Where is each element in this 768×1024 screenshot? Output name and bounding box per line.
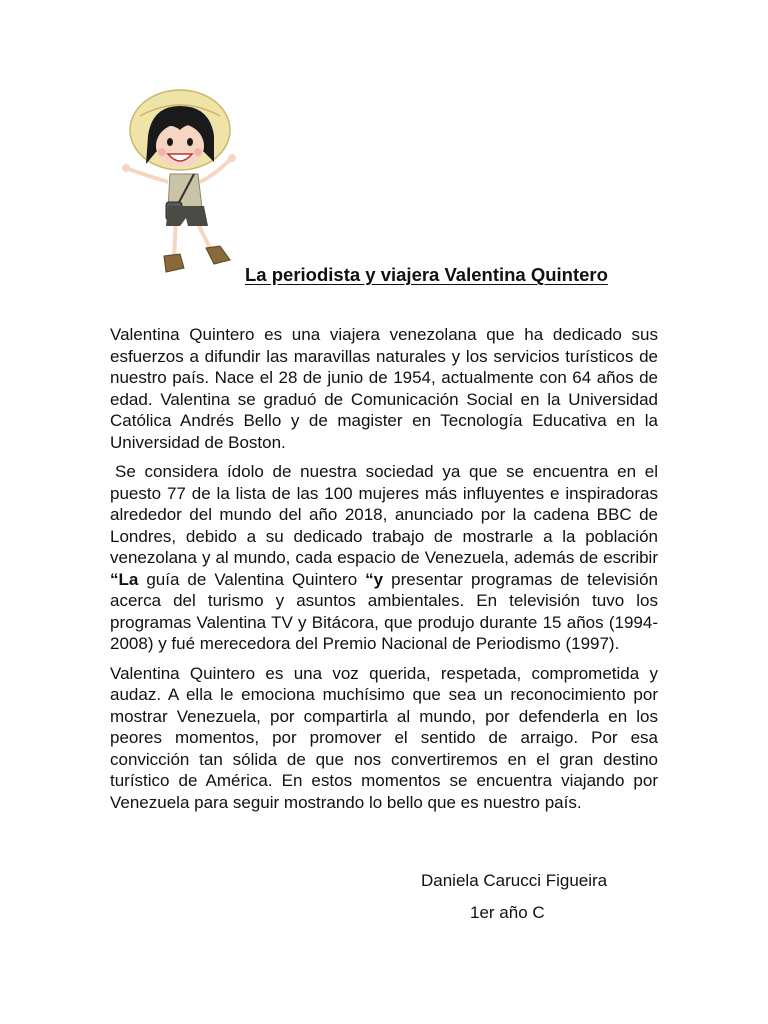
paragraph-2-quote-close: “y: [365, 569, 384, 589]
document-body: [110, 324, 658, 821]
paragraph-1: Valentina Quintero es una viajera venezolana que ha dedicado sus esfuerzos a difundir las maravillas naturales y los servicios turísticos de nuestro país. Nace el 28 de junio de 1954, actualmente con 64 años de edad. Valentina se graduó de Comunicación Social en la Universidad Católica Andrés Bello y de magister en Tecnología Educativa en la Universidad de Boston.: [110, 325, 658, 452]
paragraph-2: [110, 461, 658, 655]
paragraph-2-part-3: presentar programas de televisión acerca del turismo y asuntos ambientales. En televisión tuvo los programas Valentina TV y Bitácora, que produjo durante 15 años (1994-2008) y fué merecedora del Premio Nacional de Periodismo (1997).: [110, 569, 658, 653]
document-title: La periodista y viajera Valentina Quintero: [245, 264, 608, 285]
traveler-cartoon-icon: [118, 86, 246, 282]
paragraph-2-quote-open: “La: [110, 569, 139, 589]
paragraph-2-part-2: guía de Valentina Quintero: [138, 569, 366, 589]
author-name: Daniela Carucci Figueira: [421, 871, 608, 890]
paragraph-2-part-1: Se considera ídolo de nuestra sociedad ya que se encuentra en el puesto 77 de la lista de las 100 mujeres más influyentes e inspiradoras alrededor del mundo del año 2018, anunciado por la cadena BBC de Londres, debido a su dedicado trabajo de mostrarle a la población venezolana y al mundo, cada espacio de Venezuela, además de escribir: [110, 462, 658, 567]
paragraph-3: Valentina Quintero es una voz querida, respetada, comprometida y audaz. A ella le emociona muchísimo que sea un reconocimiento por mostrar Venezuela, por compartirla al mundo, por defenderla en los peores momentos, por promover el sentido de arraigo. Por esa convicción tan sólida de que nos convertiremos en el gran destino turístico de América. En estos momentos se encuentra viajando por Venezuela para seguir mostrando lo bello que es nuestro país.: [110, 663, 658, 812]
author-grade: 1er año C: [470, 903, 545, 922]
